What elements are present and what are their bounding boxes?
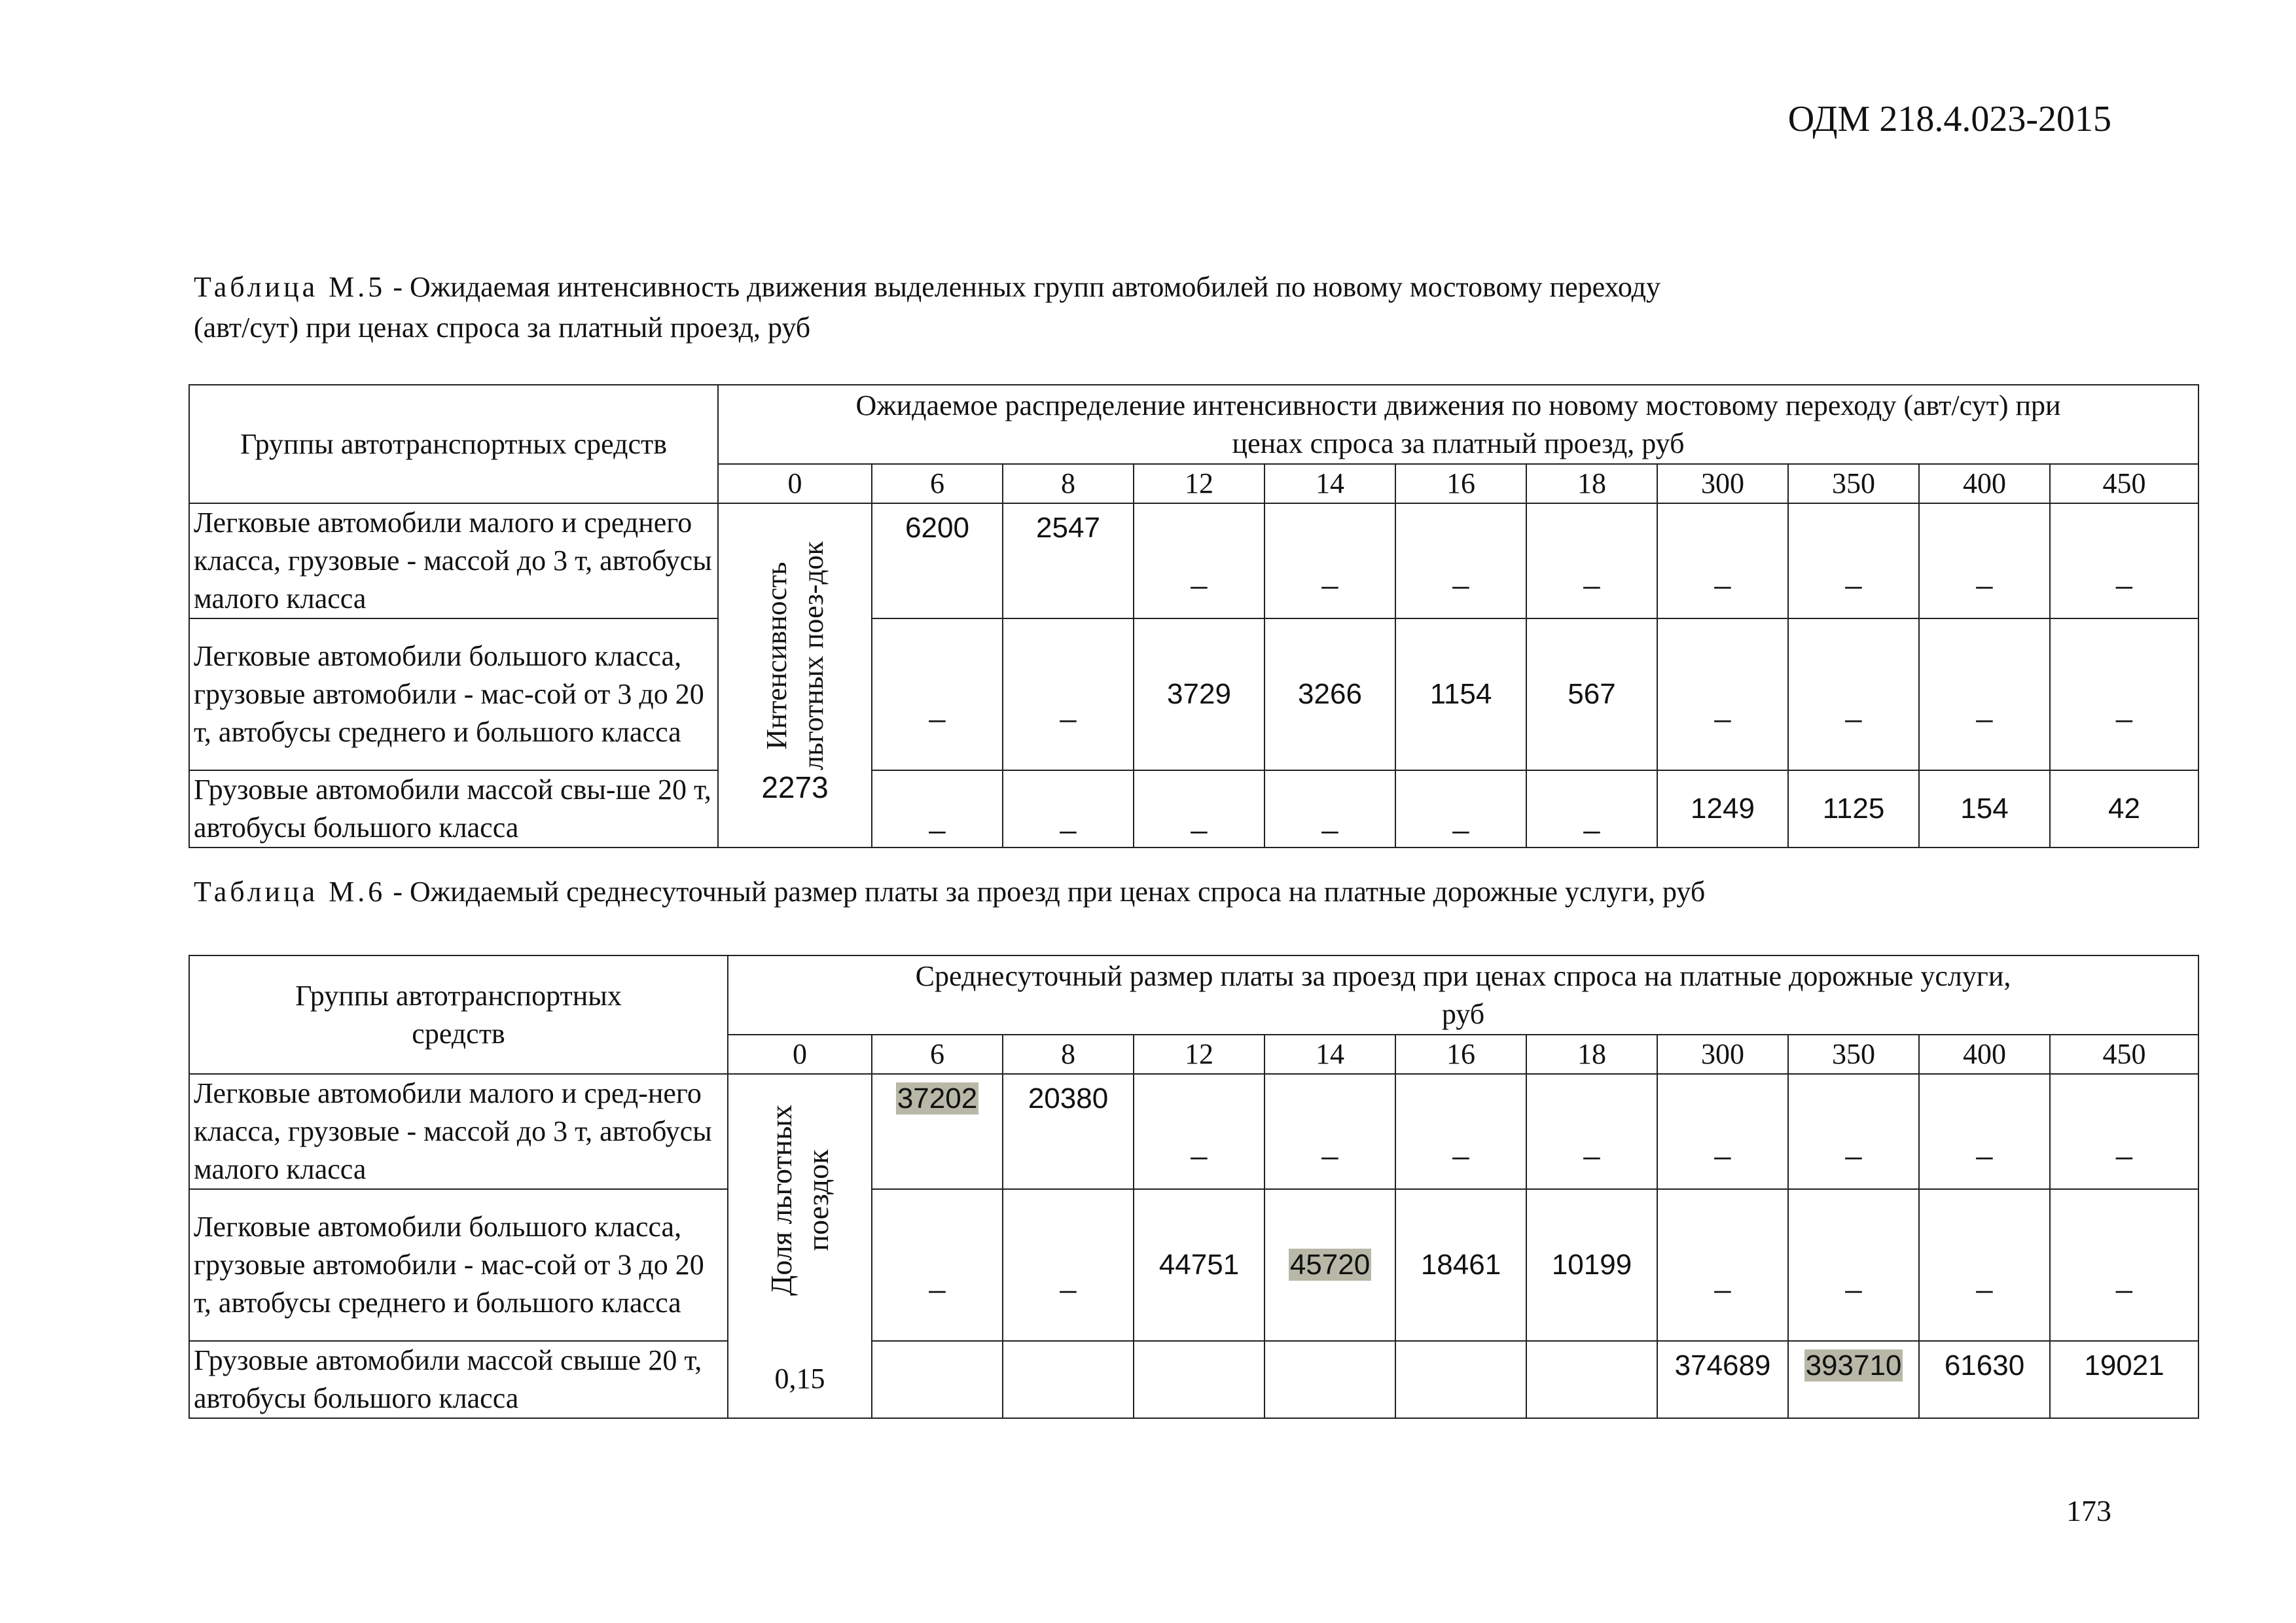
table6-cell: [872, 1189, 1003, 1341]
table5-price-6: 6: [872, 464, 1003, 503]
table5-cell: 6200: [872, 503, 1003, 618]
table-row: [189, 770, 2198, 847]
table5-price-8: 8: [1003, 464, 1134, 503]
dash: _: [1845, 1128, 1862, 1160]
table6-cell: 44751: [1134, 1189, 1265, 1341]
dash: _: [1714, 1262, 1731, 1294]
table5-cell: [2050, 503, 2198, 618]
highlighted-value: 37202: [897, 1082, 978, 1115]
table5-side-label: Интенсивность льготных поез-док: [760, 541, 829, 770]
table5-cell: 3266: [1265, 618, 1395, 770]
table-row: [189, 1074, 2198, 1189]
dash: _: [1583, 1128, 1600, 1160]
table5-cell: [872, 770, 1003, 847]
table5-cell: [1526, 503, 1657, 618]
table5-group-header: Группы автотранспортных средств: [189, 385, 718, 503]
dash: _: [1845, 1262, 1862, 1294]
table6-cell: [1395, 1341, 1526, 1418]
table6-cell: 10199: [1526, 1189, 1657, 1341]
table6: [188, 955, 2199, 1419]
table5-price-350: 350: [1788, 464, 1919, 503]
table5-caption-line1: - Ожидаемая интенсивность движения выделенных групп автомобилей по новому мостовому переходу: [386, 271, 1660, 303]
dash: _: [1452, 558, 1469, 590]
table5-caption: [194, 267, 1660, 348]
table6-cell: [1134, 1074, 1265, 1189]
table6-cell: [2050, 1074, 2198, 1189]
dash: _: [2116, 1262, 2132, 1294]
table5-price-14: 14: [1265, 464, 1395, 503]
table-row: [189, 1341, 2198, 1418]
table5-cell: [1395, 770, 1526, 847]
table5-cell: [1919, 618, 2050, 770]
dash: _: [2116, 691, 2132, 723]
table5: [188, 384, 2199, 848]
dash: _: [1060, 1262, 1077, 1294]
table6-caption: [194, 872, 1705, 912]
table6-cell: [1526, 1074, 1657, 1189]
table5-price-18: 18: [1526, 464, 1657, 503]
table5-price-12: 12: [1134, 464, 1265, 503]
table6-row2-label: Легковые автомобили большого класса, грузовые автомобили - мас-сой от 3 до 20 т, автобусы среднего и большого класса: [189, 1189, 728, 1341]
dash: _: [1976, 691, 1993, 723]
dash: _: [1452, 802, 1469, 834]
dash: _: [1714, 691, 1731, 723]
table5-cell: 1154: [1395, 618, 1526, 770]
table6-cell: [1788, 1341, 1919, 1418]
table6-cell: [1003, 1341, 1134, 1418]
table-row: [189, 503, 2198, 618]
table5-caption-label: Таблица М.5: [194, 271, 386, 303]
table5-price-450: 450: [2050, 464, 2198, 503]
table6-cell: 18461: [1395, 1189, 1526, 1341]
table6-side-cell: [728, 1074, 872, 1418]
table6-cell: [1003, 1189, 1134, 1341]
dash: _: [1191, 802, 1208, 834]
table5-cell: [1265, 503, 1395, 618]
dash: _: [1976, 1262, 1993, 1294]
dash: _: [1714, 1128, 1731, 1160]
table6-cell: [1265, 1189, 1395, 1341]
dash: _: [1321, 558, 1338, 590]
table6-cell: [1788, 1189, 1919, 1341]
table5-price-16: 16: [1395, 464, 1526, 503]
table6-cell: [1919, 1074, 2050, 1189]
dash: _: [1321, 802, 1338, 834]
dash: _: [1845, 558, 1862, 590]
table6-cell: [1265, 1074, 1395, 1189]
highlighted-value: 45720: [1289, 1249, 1371, 1281]
table6-cell: [1788, 1074, 1919, 1189]
table6-cell: 19021: [2050, 1341, 2198, 1418]
dash: _: [1191, 1128, 1208, 1160]
table5-side-value: 2273: [761, 770, 829, 804]
table5-cell: 42: [2050, 770, 2198, 847]
dash: _: [1976, 558, 1993, 590]
table6-cell: [872, 1074, 1003, 1189]
table5-cell: [1788, 618, 1919, 770]
dash: _: [929, 691, 946, 723]
table5-side-cell: [718, 503, 872, 847]
table5-caption-line2: (авт/сут) при ценах спроса за платный проезд, руб: [194, 312, 811, 344]
dash: _: [1060, 691, 1077, 723]
dash: _: [1191, 558, 1208, 590]
page-number: 173: [2066, 1494, 2111, 1527]
table5-cell: 2547: [1003, 503, 1134, 618]
table5-cell: 3729: [1134, 618, 1265, 770]
table5-row3-label: Грузовые автомобили массой свы-ше 20 т, автобусы большого класса: [189, 770, 718, 847]
table6-side-label: Доля льготных поездок: [764, 1104, 834, 1296]
dash: _: [1452, 1128, 1469, 1160]
table6-price-18: 18: [1526, 1035, 1657, 1074]
table6-price-12: 12: [1134, 1035, 1265, 1074]
table6-price-300: 300: [1657, 1035, 1788, 1074]
dash: _: [929, 1262, 946, 1294]
table6-cell: [1265, 1341, 1395, 1418]
table6-price-16: 16: [1395, 1035, 1526, 1074]
table5-cell: [1003, 770, 1134, 847]
dash: _: [1583, 802, 1600, 834]
table5-row2-label: Легковые автомобили большого класса, грузовые автомобили - мас-сой от 3 до 20 т, автобусы среднего и большого класса: [189, 618, 718, 770]
table5-cell: [872, 618, 1003, 770]
table6-price-8: 8: [1003, 1035, 1134, 1074]
table5-price-400: 400: [1919, 464, 2050, 503]
dash: _: [1714, 558, 1731, 590]
table6-main-header: Среднесуточный размер платы за проезд при ценах спроса на платные дорожные услуги, руб: [728, 955, 2198, 1035]
table5-cell: 1249: [1657, 770, 1788, 847]
table5-cell: [1395, 503, 1526, 618]
table5-cell: 154: [1919, 770, 2050, 847]
table6-cell: [1395, 1074, 1526, 1189]
table6-price-6: 6: [872, 1035, 1003, 1074]
table5-cell: [1657, 503, 1788, 618]
table6-cell: [872, 1341, 1003, 1418]
table6-cell: [1657, 1189, 1788, 1341]
table5-cell: [1526, 770, 1657, 847]
table6-price-350: 350: [1788, 1035, 1919, 1074]
dash: _: [1976, 1128, 1993, 1160]
table6-cell: [1526, 1341, 1657, 1418]
table6-cell: 20380: [1003, 1074, 1134, 1189]
table5-row1-label: Легковые автомобили малого и среднего класса, грузовые - массой до 3 т, автобусы малого класса: [189, 503, 718, 618]
table5-cell: 1125: [1788, 770, 1919, 847]
table6-caption-line1: - Ожидаемый среднесуточный размер платы за проезд при ценах спроса на платные дорожные услуги, руб: [386, 876, 1706, 908]
table6-group-header: Группы автотранспортных средств: [189, 955, 728, 1074]
dash: _: [1321, 1128, 1338, 1160]
table6-price-400: 400: [1919, 1035, 2050, 1074]
table5-cell: [1265, 770, 1395, 847]
dash: _: [1583, 558, 1600, 590]
table5-cell: [1657, 618, 1788, 770]
table5-cell: [1003, 618, 1134, 770]
dash: _: [1060, 802, 1077, 834]
table6-price-450: 450: [2050, 1035, 2198, 1074]
table6-row3-label: Грузовые автомобили массой свыше 20 т, автобусы большого класса: [189, 1341, 728, 1418]
table6-cell: [1919, 1189, 2050, 1341]
dash: _: [1845, 691, 1862, 723]
table-row: [189, 1189, 2198, 1341]
dash: _: [2116, 1128, 2132, 1160]
table6-price-0: 0: [728, 1035, 872, 1074]
table5-cell: [1919, 503, 2050, 618]
document-code: ОДМ 218.4.023-2015: [1787, 99, 2111, 139]
table5-cell: [2050, 618, 2198, 770]
dash: _: [929, 802, 946, 834]
table5-cell: 567: [1526, 618, 1657, 770]
table-row: [189, 618, 2198, 770]
table6-side-value: 0,15: [774, 1363, 825, 1395]
table6-row1-label: Легковые автомобили малого и сред-него класса, грузовые - массой до 3 т, автобусы малого класса: [189, 1074, 728, 1189]
table6-caption-label: Таблица М.6: [194, 876, 386, 908]
highlighted-value: 393710: [1805, 1349, 1902, 1382]
table6-cell: [2050, 1189, 2198, 1341]
table6-price-14: 14: [1265, 1035, 1395, 1074]
table6-cell: 374689: [1657, 1341, 1788, 1418]
table5-price-0: 0: [718, 464, 872, 503]
table5-cell: [1134, 503, 1265, 618]
table5-main-header: Ожидаемое распределение интенсивности движения по новому мостовому переходу (авт/сут) при ценах спроса за платный проезд, руб: [718, 385, 2198, 464]
dash: _: [2116, 558, 2132, 590]
table5-cell: [1788, 503, 1919, 618]
table6-cell: [1657, 1074, 1788, 1189]
table6-cell: 61630: [1919, 1341, 2050, 1418]
table5-cell: [1134, 770, 1265, 847]
table5-price-300: 300: [1657, 464, 1788, 503]
table6-cell: [1134, 1341, 1265, 1418]
